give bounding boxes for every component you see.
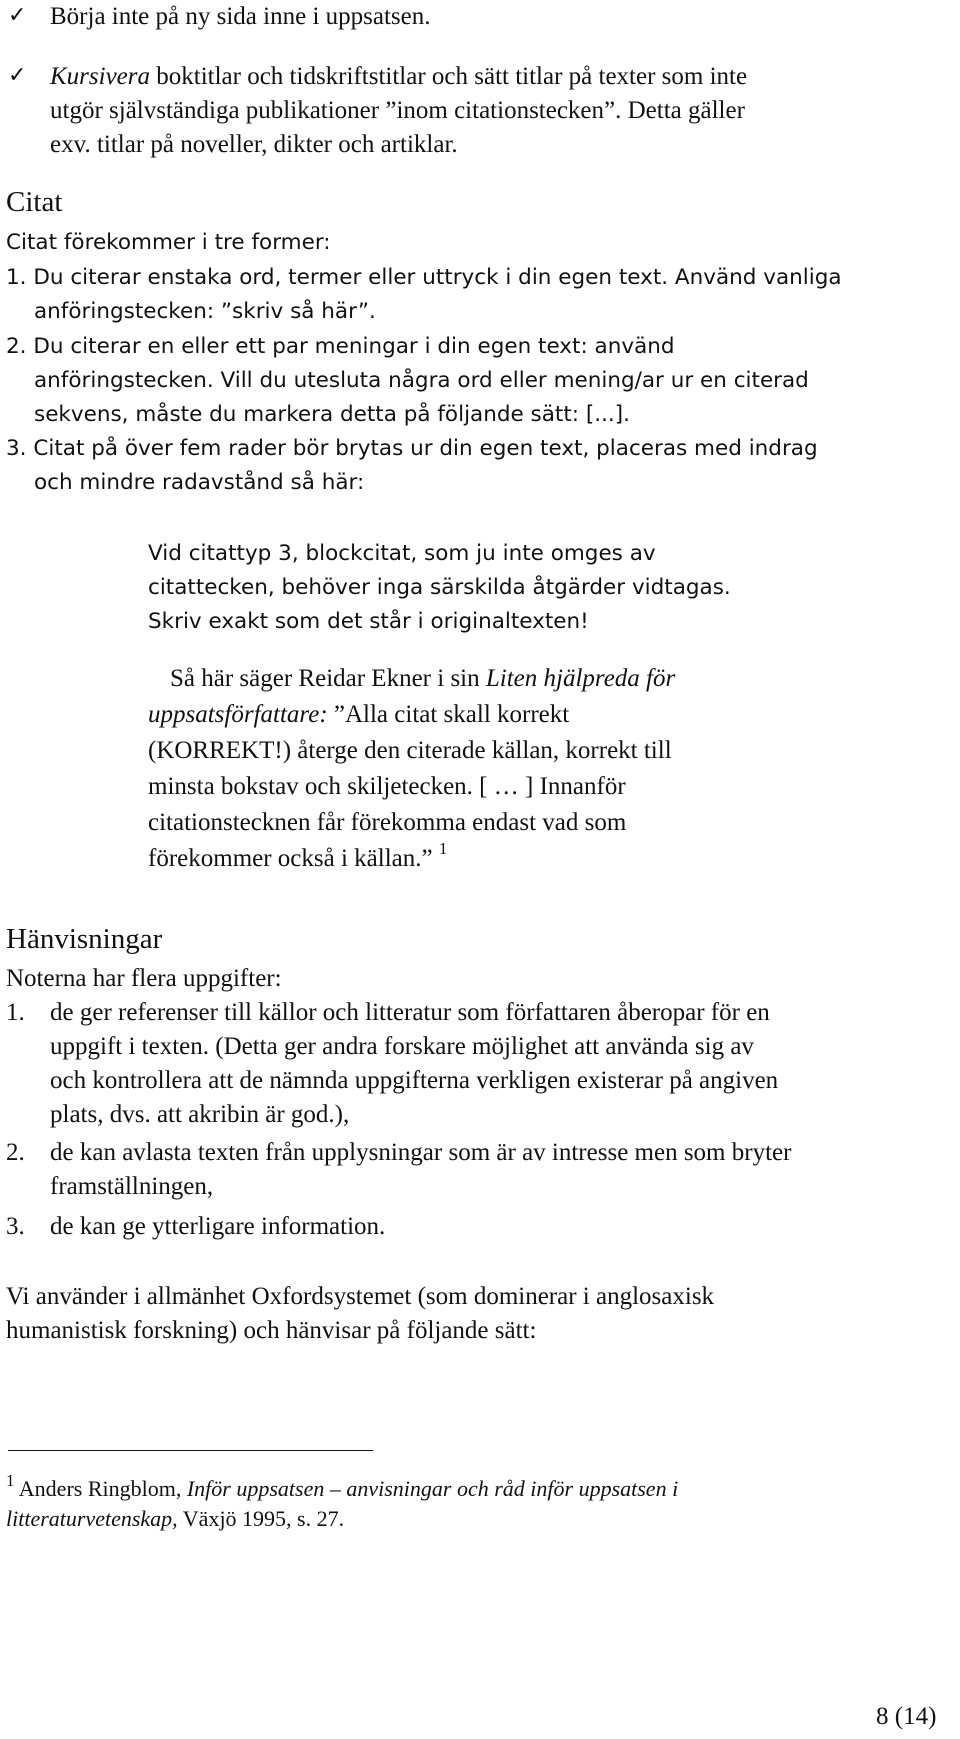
blockquote-line: (KORREKT!) återge den citerade källan, korrekt till (148, 737, 672, 764)
citat-item-3-line: 3. Citat på över fem rader bör brytas ur din egen text, placeras med indrag (6, 436, 818, 461)
bullet-text: Börja inte på ny sida inne i uppsatsen. (50, 3, 431, 30)
citat-item-1-line: 1. Du citerar enstaka ord, termer eller uttryck i din egen text. Använd vanliga (6, 265, 842, 290)
citat-item-3-line: och mindre radavstånd så här: (34, 470, 365, 495)
checkmark-icon: ✓ (8, 63, 27, 88)
blockquote-line: uppsatsförfattare: ”Alla citat skall korrekt (148, 701, 570, 728)
list-number: 1. (6, 999, 25, 1026)
blockquote-line: Skriv exakt som det står i originaltexten! (148, 609, 589, 634)
blockquote-line: citattecken, behöver inga särskilda åtgärder vidtagas. (148, 575, 731, 600)
blockquote-line: Så här säger Reidar Ekner i sin Liten hjälpreda för (170, 665, 676, 692)
citat-item-2-line: sekvens, måste du markera detta på följande sätt: [...]. (34, 402, 630, 427)
italic-word: Kursivera (50, 63, 150, 90)
paragraph-line: Vi använder i allmänhet Oxfordsystemet (som dominerar i anglosaxisk (6, 1283, 715, 1310)
checkmark-icon: ✓ (8, 3, 27, 28)
list-number: 3. (6, 1213, 25, 1240)
list-item-line: de kan avlasta texten från upplysningar som är av intresse men som bryter (50, 1139, 792, 1166)
footnote-number: 1 (6, 1471, 15, 1490)
blockquote-line: citationstecknen får förekomma endast vad som (148, 809, 627, 836)
footnote-reference: 1 (438, 839, 448, 858)
footnote-separator (8, 1450, 373, 1451)
footnote-line: $^1$ Anders Ringblom, Inför uppsatsen – anvisningar och råd inför uppsatsen i (6, 1471, 679, 1501)
footnote-line: litteraturvetenskap, Växjö 1995, s. 27. (6, 1506, 345, 1531)
hanvisningar-intro: Noterna har flera uppgifter: (6, 965, 282, 992)
list-number: 2. (6, 1139, 25, 1166)
bullet-text-line: Kursivera boktitlar och tidskriftstitlar och sätt titlar på texter som inte (50, 63, 748, 90)
citat-intro: Citat förekommer i tre former: (6, 230, 331, 255)
section-heading-citat: Citat (6, 186, 63, 218)
citat-item-2-line: 2. Du citerar en eller ett par meningar i din egen text: använd (6, 334, 675, 359)
list-item-line: de kan ge ytterligare information. (50, 1213, 386, 1240)
list-item-line: framställningen, (50, 1173, 214, 1200)
citat-item-1-line: anföringstecken: ”skriv så här”. (34, 299, 376, 324)
page-number: 8 (14) (876, 1703, 937, 1730)
bullet-text-line: utgör självständiga publikationer ”inom citationstecken”. Detta gäller (50, 97, 745, 124)
blockquote-line: minsta bokstav och skiljetecken. [ … ] Innanför (148, 773, 626, 800)
section-heading-hanvisningar: Hänvisningar (6, 923, 163, 955)
bullet-text-line: exv. titlar på noveller, dikter och artiklar. (50, 131, 458, 158)
list-item-line: plats, dvs. att akribin är god.), (50, 1101, 350, 1128)
list-item-line: och kontrollera att de nämnda uppgifterna verkligen existerar på angiven (50, 1067, 779, 1094)
paragraph-line: humanistisk forskning) och hänvisar på följande sätt: (6, 1317, 537, 1344)
list-item-line: uppgift i texten. (Detta ger andra forskare möjlighet att använda sig av (50, 1033, 754, 1060)
citat-item-2-line: anföringstecken. Vill du utesluta några ord eller mening/ar ur en citerad (34, 368, 809, 393)
list-item-line: de ger referenser till källor och litteratur som författaren åberopar för en (50, 999, 770, 1026)
blockquote-line: Vid citattyp 3, blockcitat, som ju inte omges av (148, 541, 656, 566)
blockquote-line: förekommer också i källan.” $^1$ (148, 839, 448, 872)
